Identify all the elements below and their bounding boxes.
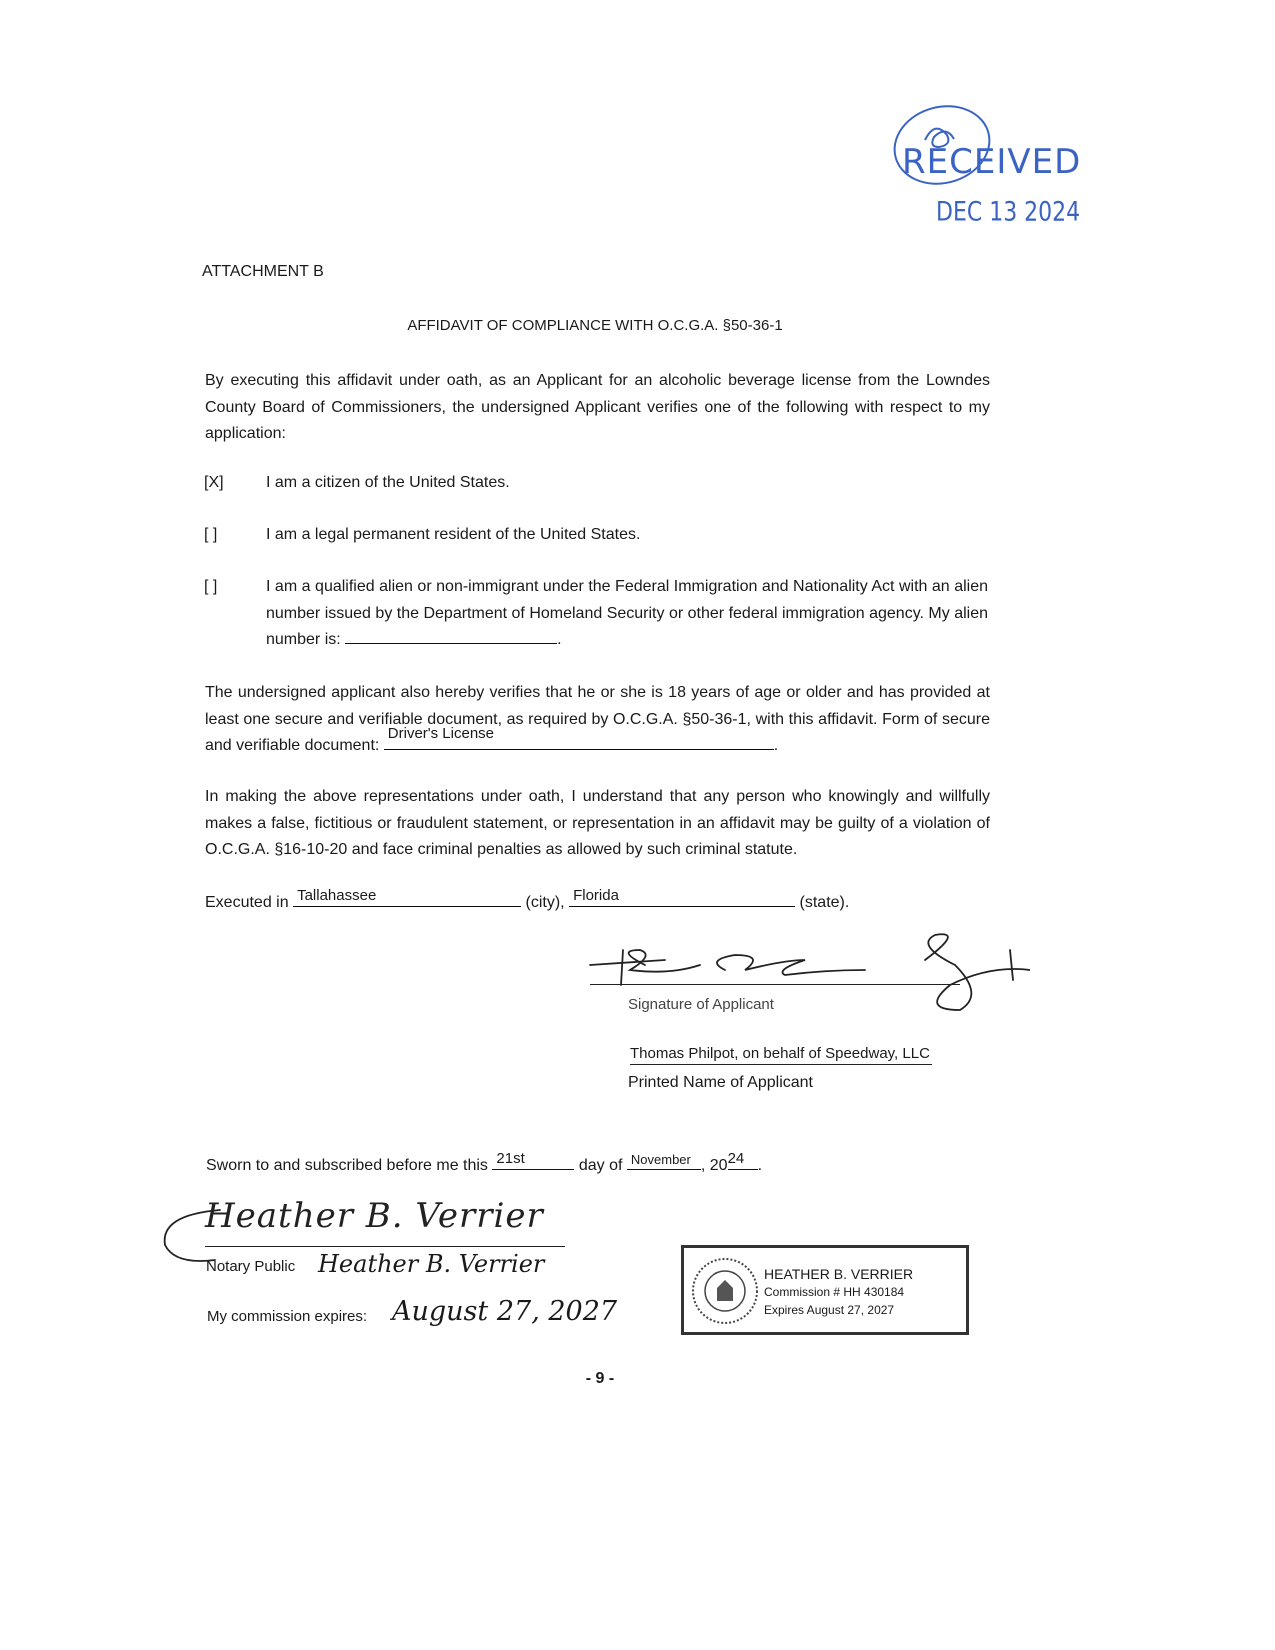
verification-paragraph: The undersigned applicant also hereby verifies that he or she is 18 years of age or older and has provided at least one secure and verifiable document, as required by O.C.G.A. §50-36-1, with this affidavit. Form of secure and verifiable document: Driver's License . [205,684,990,754]
alien-number-field[interactable] [345,643,557,644]
notary-printed-handwritten: Heather B. Verrier [318,1250,545,1278]
stamp-received-text: RECEIVED [902,142,1082,182]
document-title: AFFIDAVIT OF COMPLIANCE WITH O.C.G.A. §50-36-1 [407,317,783,334]
option-text: I am a qualified alien or non-immigrant under the Federal Immigration and Nationality Act with an alien number issued by the Department of Homeland Security or other federal immigration agency. My alien number is: . [266,578,988,648]
year-field[interactable]: 24 [728,1153,758,1170]
checkbox-resident[interactable]: [ ] [204,526,218,543]
penalty-paragraph: In making the above representations under oath, I understand that any person who knowingly and willfully makes a false, fictitious or fraudulent statement, or representation in an affidavit may be guilty of a violation of O.C.G.A. §16-10-20 and face criminal penalties as allowed by such criminal statute. [205,788,990,858]
seal-name: HEATHER B. VERRIER [764,1266,914,1282]
seal-expires: Expires August 27, 2027 [764,1303,895,1317]
signature-label: Signature of Applicant [628,996,774,1013]
state-field[interactable]: Florida [569,890,795,907]
sworn-label: Sworn to and subscribed before me this [206,1157,488,1174]
attachment-label: ATTACHMENT B [202,263,324,280]
printed-name-label: Printed Name of Applicant [628,1074,813,1091]
option-text: I am a legal permanent resident of the United States. [266,526,641,543]
notary-signature: Heather B. Verrier [205,1196,544,1236]
state-label: (state). [799,894,850,911]
checkbox-citizen[interactable]: [X] [204,474,224,491]
day-field[interactable]: 21st [492,1153,574,1170]
executed-label: Executed in [205,894,289,911]
commission-expires-handwritten: August 27, 2027 [392,1296,618,1327]
option-alien-text: I am a qualified alien or non-immigrant under the Federal Immigration and Nationality Act with an alien number issued by the Department of Homeland Security or other federal immigration agency. My alien number is: [266,578,988,648]
page-number: - 9 - [585,1370,615,1387]
intro-paragraph: By executing this affidavit under oath, as an Applicant for an alcoholic beverage license from the Lowndes County Board of Commissioners, the undersigned Applicant verifies one of the following with respect to my application: [205,372,990,442]
checkbox-alien[interactable]: [ ] [204,578,218,595]
year-prefix: , 20 [700,1157,728,1174]
seal-commission: Commission # HH 430184 [764,1285,905,1299]
notary-signature-line [205,1246,565,1247]
city-field[interactable]: Tallahassee [293,890,521,907]
notary-seal-icon [690,1256,760,1326]
received-stamp [880,100,1110,240]
executed-line [205,887,850,912]
sworn-line [206,1150,763,1175]
city-label: (city), [525,894,565,911]
printed-name: Thomas Philpot, on behalf of Speedway, LLC [630,1045,932,1065]
month-field[interactable]: November [627,1153,701,1170]
signature-line [590,984,960,985]
document-type-field[interactable]: Driver's License [384,733,774,750]
commission-expires-label: My commission expires: [207,1308,368,1325]
verification-text: The undersigned applicant also hereby verifies that he or she is 18 years of age or older and has provided at least one secure and verifiable document, as required by O.C.G.A. §50-36-1, with this affidavit. Form of secure and verifiable document: [205,684,990,754]
stamp-date: DEC 13 2024 [936,197,1081,228]
option-text: I am a citizen of the United States. [266,474,510,491]
notary-public-label: Notary Public [206,1258,296,1275]
notary-seal-box [681,1245,969,1335]
period: . [757,1157,763,1174]
day-of-label: day of [578,1157,623,1174]
